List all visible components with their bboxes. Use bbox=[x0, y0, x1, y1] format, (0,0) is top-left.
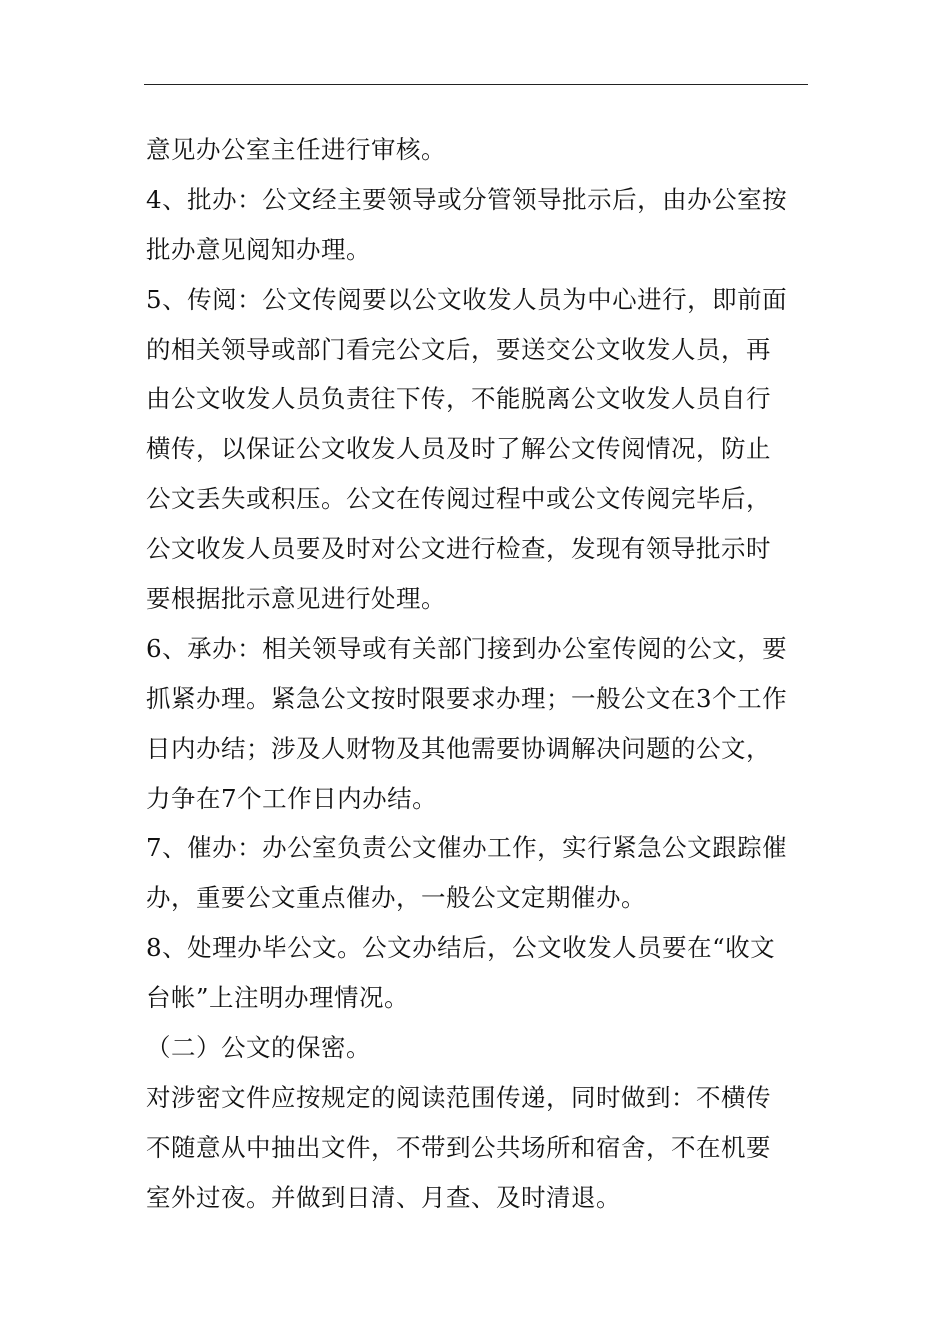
text-line: 日内办结；涉及人财物及其他需要协调解决问题的公文， bbox=[146, 733, 771, 763]
text-line: 抓紧办理。紧急公文按时限要求办理；一般公文在3个工作 bbox=[146, 683, 788, 713]
text-line: 7、催办：办公室负责公文催办工作，实行紧急公文跟踪催 bbox=[146, 833, 788, 863]
text-line: 8、处理办毕公文。公文办结后，公文收发人员要在“收文 bbox=[146, 933, 776, 963]
text-line: 要根据批示意见进行处理。 bbox=[146, 584, 446, 614]
document-body bbox=[146, 125, 810, 1223]
text-line: 横传，以保证公文收发人员及时了解公文传阅情况，防止 bbox=[146, 434, 771, 464]
text-line: 公文丢失或积压。公文在传阅过程中或公文传阅完毕后， bbox=[146, 484, 771, 514]
text-line: 室外过夜。并做到日清、月查、及时清退。 bbox=[146, 1182, 621, 1212]
header-rule bbox=[144, 84, 808, 85]
text-line: 不随意从中抽出文件，不带到公共场所和宿舍，不在机要 bbox=[146, 1132, 771, 1162]
text-line: 4、批办：公文经主要领导或分管领导批示后，由办公室按 bbox=[146, 184, 788, 214]
text-line: 办，重要公文重点催办，一般公文定期催办。 bbox=[146, 883, 646, 913]
text-line: 5、传阅：公文传阅要以公文收发人员为中心进行，即前面 bbox=[146, 284, 788, 314]
text-line: 台帐”上注明办理情况。 bbox=[146, 983, 410, 1013]
text-line: 对涉密文件应按规定的阅读范围传递，同时做到：不横传 bbox=[146, 1082, 771, 1112]
text-line: 的相关领导或部门看完公文后，要送交公文收发人员，再 bbox=[146, 334, 771, 364]
text-line: 批办意见阅知办理。 bbox=[146, 234, 371, 264]
text-line: 力争在7个工作日内办结。 bbox=[146, 783, 438, 813]
text-line: 6、承办：相关领导或有关部门接到办公室传阅的公文，要 bbox=[146, 633, 788, 663]
text-line: 公文收发人员要及时对公文进行检查，发现有领导批示时 bbox=[146, 534, 771, 564]
text-line: （二）公文的保密。 bbox=[146, 1033, 371, 1063]
text-line: 由公文收发人员负责往下传，不能脱离公文收发人员自行 bbox=[146, 384, 771, 414]
text-line: 意见办公室主任进行审核。 bbox=[146, 135, 446, 164]
